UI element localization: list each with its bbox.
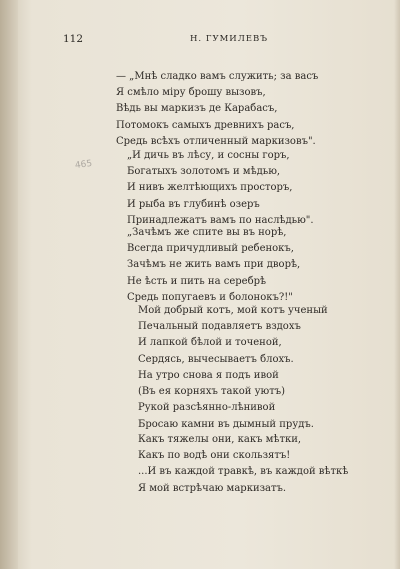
stanza-1 xyxy=(116,69,318,150)
verse-line: Мой добрый котъ, мой котъ ученый xyxy=(138,305,328,316)
verse-line: Какъ тяжелы они, какъ мѣтки, xyxy=(138,434,302,445)
page-spine-shadow xyxy=(0,0,18,569)
verse-line: Бросаю камни въ дымный прудъ. xyxy=(138,418,314,430)
verse-line: (Въ ея корняхъ такой уютъ) xyxy=(138,386,286,398)
stanza-5 xyxy=(138,368,314,433)
stanza-2 xyxy=(127,148,314,229)
running-head: Н. ГУМИЛЕВЪ xyxy=(190,34,268,44)
verse-line: Зачѣмъ не жить вамъ при дворѣ, xyxy=(127,259,301,271)
stanza-4 xyxy=(138,303,328,368)
page-edge-shadow xyxy=(394,0,400,569)
verse-line: — „Мнѣ сладко вамъ служить; за васъ xyxy=(116,71,319,82)
verse-line: Богатыхъ золотомъ и мѣдью, xyxy=(127,166,281,178)
verse-line: И лапкой бѣлой и точеной, xyxy=(138,337,282,349)
verse-line: Вѣдь вы маркизъ де Карабасъ, xyxy=(116,103,278,115)
stanza-6 xyxy=(138,432,348,497)
page-header xyxy=(0,33,400,47)
verse-line: Не ѣсть и пить на серебрѣ xyxy=(127,275,267,287)
verse-line: „И дичь въ лѣсу, и сосны горъ, xyxy=(127,150,290,161)
verse-line: На утро снова я подъ ивой xyxy=(138,370,279,381)
verse-line: Принадлежатъ вамъ по наслѣдью". xyxy=(127,214,314,226)
pencil-margin-note: 465 xyxy=(74,158,93,172)
verse-line: Я смѣло міру брошу вызовъ, xyxy=(116,87,266,99)
verse-line: Печальный подавляетъ вздохъ xyxy=(138,321,301,333)
verse-line: Потомокъ самыхъ древнихъ расъ, xyxy=(116,119,295,131)
verse-line: Всегда причудливый ребенокъ, xyxy=(127,243,294,255)
verse-line: ...И въ каждой травкѣ, въ каждой вѣткѣ xyxy=(138,466,349,478)
verse-line: Средь всѣхъ отличенный маркизовъ". xyxy=(116,135,316,147)
verse-line: Средь попугаевъ и болонокъ?!" xyxy=(127,291,293,303)
verse-line: Рукой разсѣянно-лѣнивой xyxy=(138,402,276,414)
verse-line: Я мой встрѣчаю маркизатъ. xyxy=(138,482,287,494)
verse-line: Сердясь, вычесываетъ блохъ. xyxy=(138,353,294,365)
stanza-3 xyxy=(127,225,300,306)
page-number: 112 xyxy=(63,33,84,45)
verse-line: „Зачѣмъ же спите вы въ норѣ, xyxy=(127,227,287,238)
verse-line: И нивъ желтѣющихъ просторъ, xyxy=(127,182,293,194)
verse-line: Какъ по водѣ они скользятъ! xyxy=(138,450,291,462)
verse-line: И рыба въ глубинѣ озеръ xyxy=(127,198,260,210)
